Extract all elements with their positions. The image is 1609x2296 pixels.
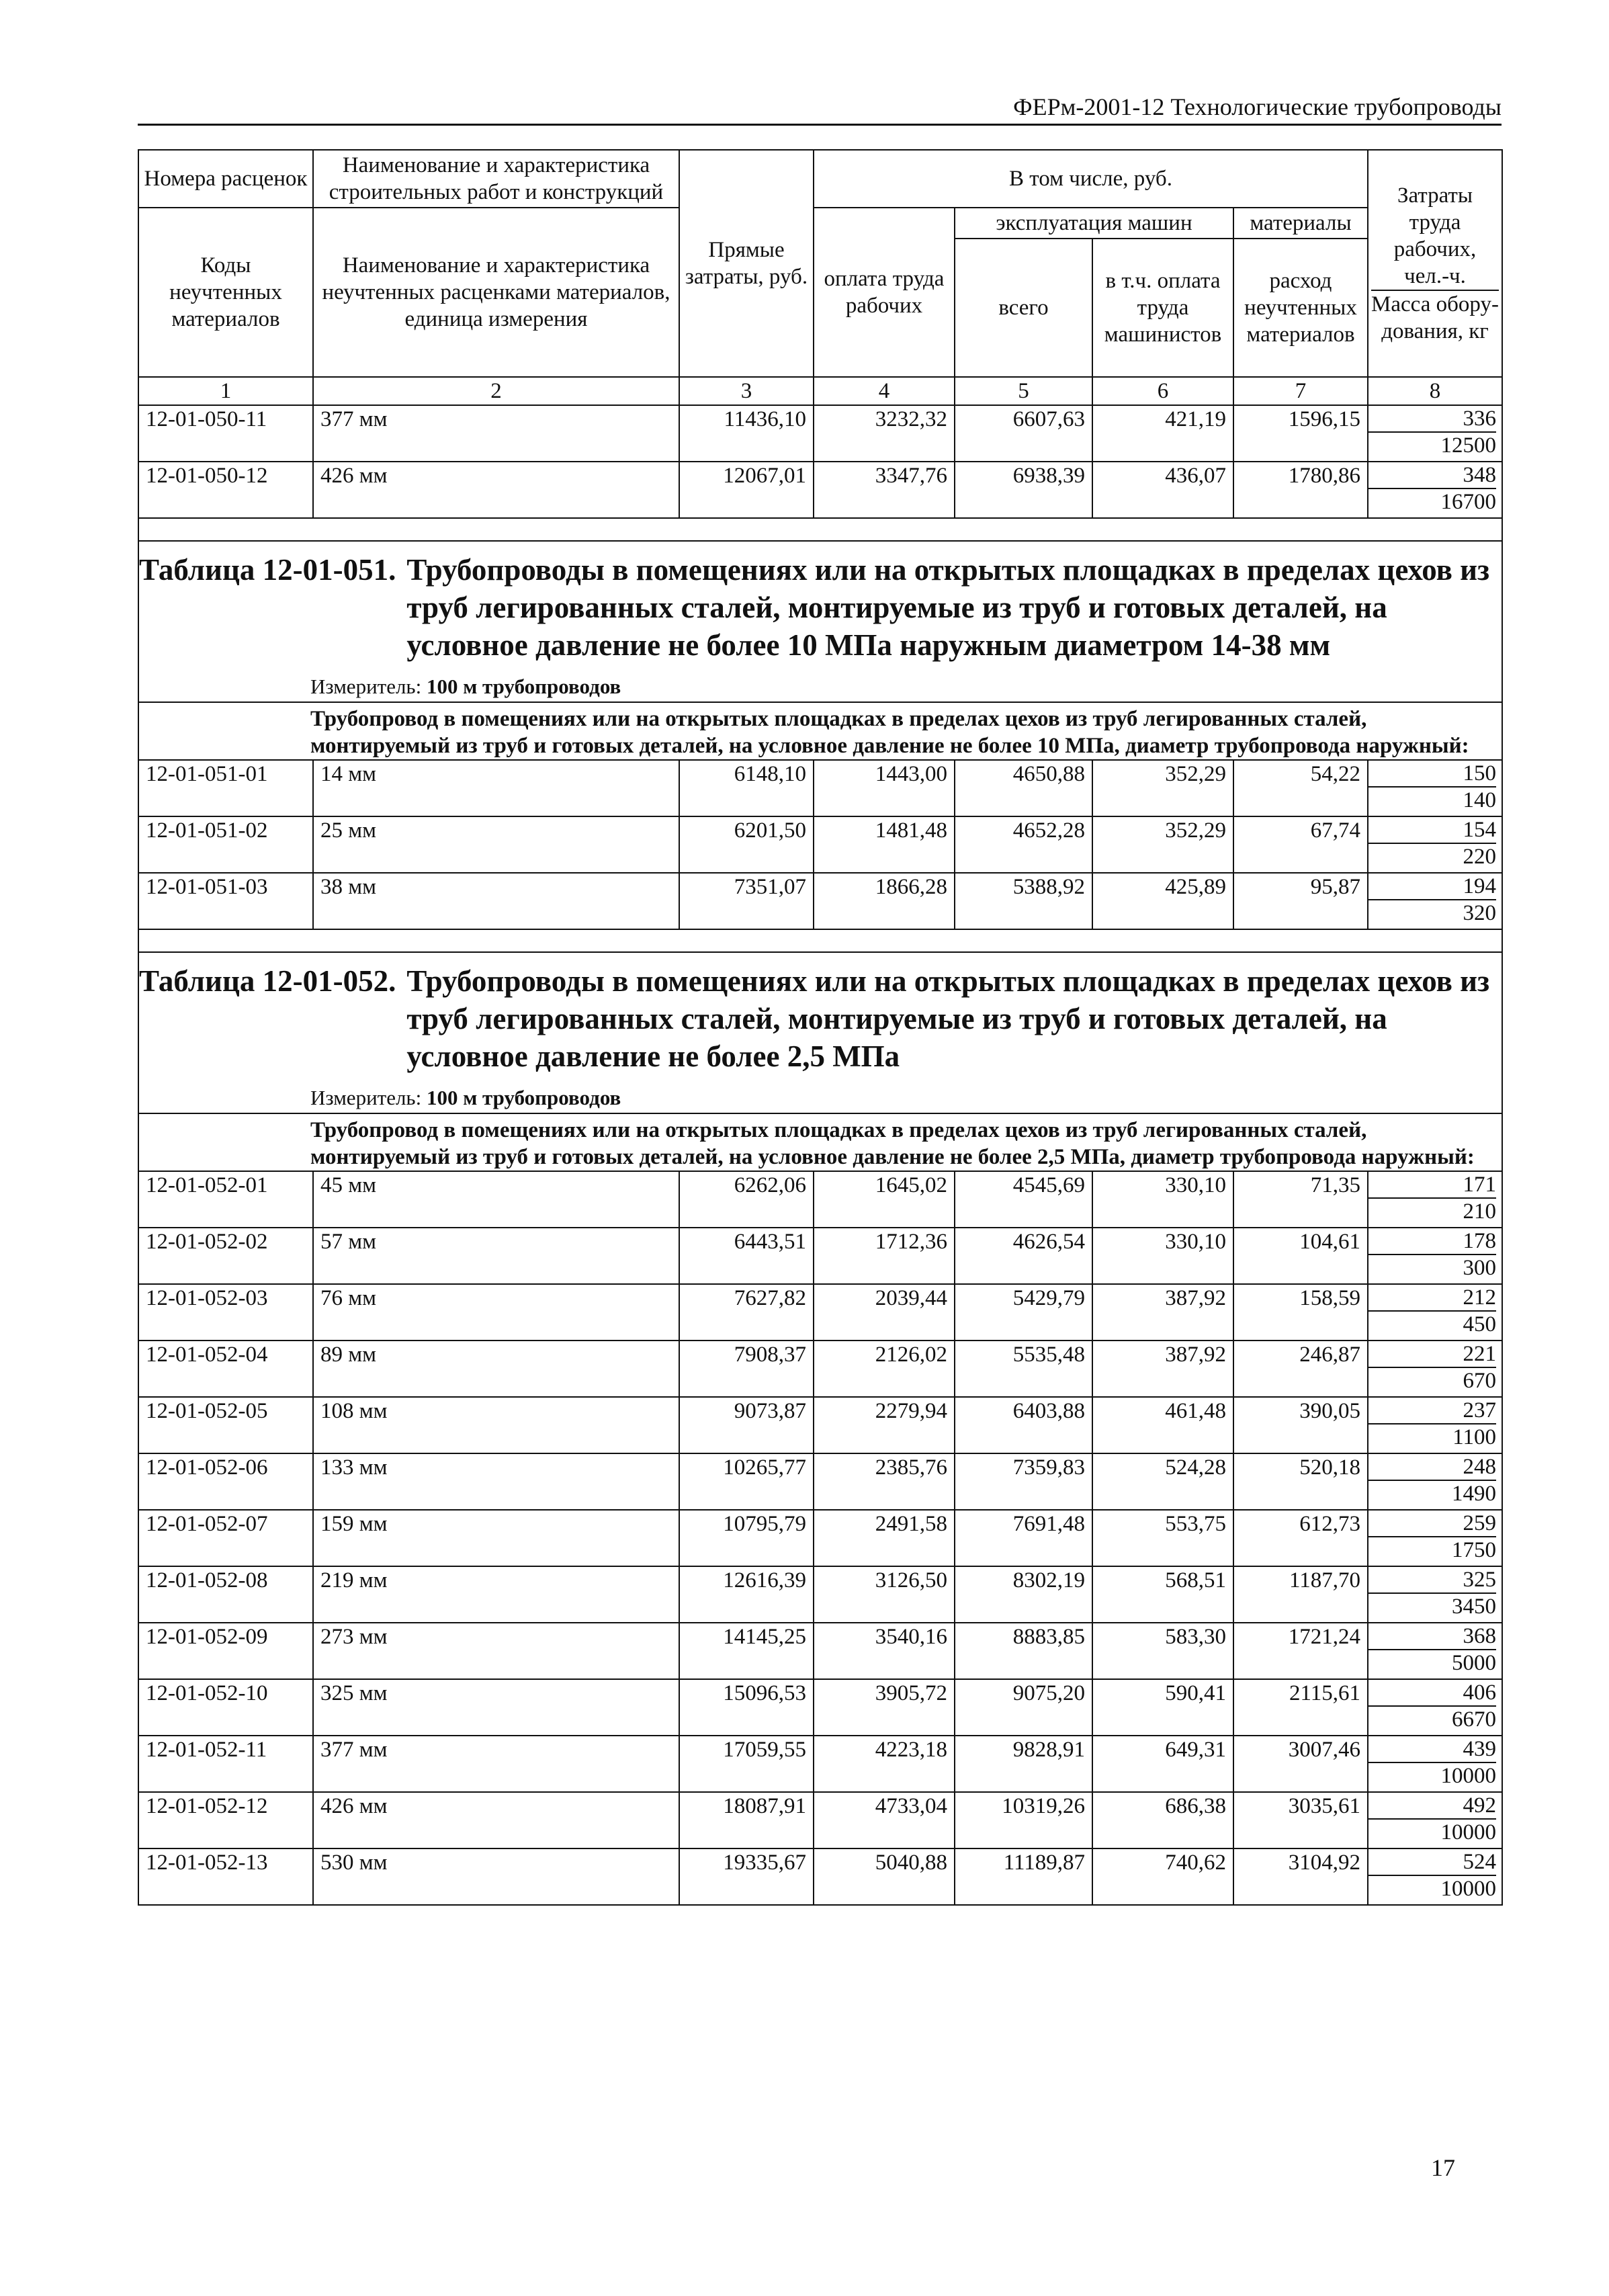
col-number: 7 bbox=[1233, 377, 1368, 405]
equipment-mass: 450 bbox=[1463, 1312, 1497, 1336]
materials-cost: 246,87 bbox=[1233, 1341, 1368, 1397]
labor-and-mass bbox=[1368, 462, 1502, 518]
pipe-diameter: 159 мм bbox=[313, 1510, 679, 1566]
col-number: 5 bbox=[955, 377, 1092, 405]
labor-and-mass bbox=[1368, 1171, 1502, 1228]
materials-cost: 3035,61 bbox=[1233, 1792, 1368, 1848]
table-row bbox=[138, 462, 1502, 518]
pipe-diameter: 57 мм bbox=[313, 1228, 679, 1284]
header-row-1 bbox=[138, 150, 1502, 208]
table-row bbox=[138, 1566, 1502, 1623]
col-machines: эксплуатация машин bbox=[955, 208, 1233, 239]
pipe-diameter: 133 мм bbox=[313, 1453, 679, 1510]
machines-total: 5388,92 bbox=[955, 873, 1092, 929]
table-row bbox=[138, 1679, 1502, 1736]
equipment-mass: 300 bbox=[1463, 1256, 1497, 1280]
spacer-row bbox=[138, 929, 1502, 952]
table-row bbox=[138, 1171, 1502, 1228]
table-number: Таблица 12-01-052. bbox=[139, 964, 396, 998]
materials-cost: 1187,70 bbox=[1233, 1566, 1368, 1623]
direct-costs: 11436,10 bbox=[679, 405, 814, 462]
col-work-name: Наименование и характеристика строительных работ и конструкций bbox=[313, 150, 679, 208]
machines-total: 10319,26 bbox=[955, 1792, 1092, 1848]
labor-costs: 221 bbox=[1368, 1341, 1496, 1368]
equipment-mass: 12500 bbox=[1440, 433, 1497, 458]
machines-total: 9828,91 bbox=[955, 1736, 1092, 1792]
machinist-pay: 330,10 bbox=[1092, 1171, 1233, 1228]
labor-and-mass bbox=[1368, 405, 1502, 462]
labor-and-mass bbox=[1368, 1341, 1502, 1397]
col-number: 1 bbox=[138, 377, 313, 405]
labor-pay: 1712,36 bbox=[814, 1228, 955, 1284]
materials-cost: 1721,24 bbox=[1233, 1623, 1368, 1679]
machines-total: 7691,48 bbox=[955, 1510, 1092, 1566]
rate-code: 12-01-050-11 bbox=[138, 405, 313, 462]
machinist-pay: 330,10 bbox=[1092, 1228, 1233, 1284]
pipe-diameter: 426 мм bbox=[313, 462, 679, 518]
direct-costs: 6262,06 bbox=[679, 1171, 814, 1228]
labor-costs: 492 bbox=[1368, 1793, 1496, 1820]
machines-total: 4652,28 bbox=[955, 816, 1092, 873]
machinist-pay: 686,38 bbox=[1092, 1792, 1233, 1848]
labor-and-mass bbox=[1368, 873, 1502, 929]
page-number: 17 bbox=[1431, 2154, 1455, 2181]
machinist-pay: 461,48 bbox=[1092, 1397, 1233, 1453]
machines-total: 8883,85 bbox=[955, 1623, 1092, 1679]
labor-pay: 4223,18 bbox=[814, 1736, 955, 1792]
labor-and-mass bbox=[1368, 1736, 1502, 1792]
direct-costs: 14145,25 bbox=[679, 1623, 814, 1679]
table-title bbox=[139, 953, 1502, 1078]
machinist-pay: 352,29 bbox=[1092, 816, 1233, 873]
labor-pay: 3540,16 bbox=[814, 1623, 955, 1679]
rate-code: 12-01-052-08 bbox=[138, 1566, 313, 1623]
labor-pay: 2126,02 bbox=[814, 1341, 955, 1397]
machinist-pay: 387,92 bbox=[1092, 1341, 1233, 1397]
table-title bbox=[139, 542, 1502, 667]
table-row bbox=[138, 1736, 1502, 1792]
machinist-pay: 352,29 bbox=[1092, 760, 1233, 816]
materials-cost: 2115,61 bbox=[1233, 1679, 1368, 1736]
table-row bbox=[138, 1341, 1502, 1397]
table-row bbox=[138, 1510, 1502, 1566]
machinist-pay: 583,30 bbox=[1092, 1623, 1233, 1679]
machines-total: 11189,87 bbox=[955, 1848, 1092, 1905]
labor-costs: 248 bbox=[1368, 1454, 1496, 1481]
labor-and-mass bbox=[1368, 816, 1502, 873]
description-row bbox=[138, 702, 1502, 760]
labor-costs: 259 bbox=[1368, 1511, 1496, 1537]
rate-code: 12-01-052-03 bbox=[138, 1284, 313, 1341]
table-row bbox=[138, 1848, 1502, 1905]
equipment-mass: 320 bbox=[1463, 901, 1497, 925]
machines-total: 4650,88 bbox=[955, 760, 1092, 816]
col-material-name: Наименование и характеристика неучтенных расценками материалов, единица измерения bbox=[313, 208, 679, 377]
labor-costs: 178 bbox=[1368, 1228, 1496, 1255]
equipment-mass: 6670 bbox=[1452, 1707, 1497, 1732]
table-row bbox=[138, 1623, 1502, 1679]
table-caption: Трубопроводы в помещениях или на открытых площадках в пределах цехов из труб легированных сталей, монтируемые из труб и готовых деталей, на условное давление не более 10 МПа наружным диаметром 14-38 мм bbox=[406, 553, 1490, 662]
rate-code: 12-01-052-02 bbox=[138, 1228, 313, 1284]
rates-table bbox=[138, 149, 1503, 1906]
col-direct-costs: Прямые затраты, руб. bbox=[679, 150, 814, 377]
labor-pay: 1443,00 bbox=[814, 760, 955, 816]
pipe-diameter: 38 мм bbox=[313, 873, 679, 929]
rate-code: 12-01-052-12 bbox=[138, 1792, 313, 1848]
measure-unit bbox=[139, 1078, 1502, 1113]
direct-costs: 7351,07 bbox=[679, 873, 814, 929]
col-number: 3 bbox=[679, 377, 814, 405]
materials-cost: 54,22 bbox=[1233, 760, 1368, 816]
measure-unit bbox=[139, 667, 1502, 701]
table-caption: Трубопроводы в помещениях или на открытых площадках в пределах цехов из труб легированных сталей, монтируемые из труб и готовых деталей, на условное давление не более 2,5 МПа bbox=[406, 964, 1490, 1073]
description-row bbox=[138, 1113, 1502, 1171]
materials-cost: 71,35 bbox=[1233, 1171, 1368, 1228]
pipe-diameter: 377 мм bbox=[313, 405, 679, 462]
pipe-diameter: 45 мм bbox=[313, 1171, 679, 1228]
measure-value: 100 м трубопроводов bbox=[426, 1086, 621, 1109]
pipe-diameter: 219 мм bbox=[313, 1566, 679, 1623]
col-codes: Коды неучтенных материалов bbox=[138, 208, 313, 377]
direct-costs: 9073,87 bbox=[679, 1397, 814, 1453]
pipe-diameter: 273 мм bbox=[313, 1623, 679, 1679]
col-materials: материалы bbox=[1233, 208, 1368, 239]
labor-and-mass bbox=[1368, 1284, 1502, 1341]
labor-costs: 524 bbox=[1368, 1849, 1496, 1876]
direct-costs: 19335,67 bbox=[679, 1848, 814, 1905]
table-row bbox=[138, 405, 1502, 462]
direct-costs: 17059,55 bbox=[679, 1736, 814, 1792]
equipment-mass: 16700 bbox=[1440, 490, 1497, 514]
pipe-diameter: 76 мм bbox=[313, 1284, 679, 1341]
section-description: Трубопровод в помещениях или на открытых площадках в пределах цехов из труб легированных сталей, монтируемый из труб и готовых деталей, на условное давление не более 10 МПа, диаметр трубопровода наружный: bbox=[138, 702, 1502, 760]
rate-code: 12-01-051-01 bbox=[138, 760, 313, 816]
labor-pay: 2039,44 bbox=[814, 1284, 955, 1341]
direct-costs: 18087,91 bbox=[679, 1792, 814, 1848]
machines-total: 9075,20 bbox=[955, 1679, 1092, 1736]
col-labor-pay: оплата труда рабочих bbox=[814, 208, 955, 377]
rate-code: 12-01-052-11 bbox=[138, 1736, 313, 1792]
labor-costs: 439 bbox=[1368, 1736, 1496, 1763]
labor-and-mass bbox=[1368, 760, 1502, 816]
direct-costs: 6201,50 bbox=[679, 816, 814, 873]
equipment-mass: 10000 bbox=[1440, 1764, 1497, 1788]
labor-and-mass bbox=[1368, 1397, 1502, 1453]
labor-costs: 154 bbox=[1368, 817, 1496, 844]
labor-pay: 2279,94 bbox=[814, 1397, 955, 1453]
materials-cost: 158,59 bbox=[1233, 1284, 1368, 1341]
pipe-diameter: 14 мм bbox=[313, 760, 679, 816]
table-row bbox=[138, 1284, 1502, 1341]
equipment-mass: 5000 bbox=[1452, 1651, 1497, 1675]
pipe-diameter: 530 мм bbox=[313, 1848, 679, 1905]
machines-total: 8302,19 bbox=[955, 1566, 1092, 1623]
machinist-pay: 649,31 bbox=[1092, 1736, 1233, 1792]
materials-cost: 104,61 bbox=[1233, 1228, 1368, 1284]
labor-pay: 1645,02 bbox=[814, 1171, 955, 1228]
rate-code: 12-01-052-10 bbox=[138, 1679, 313, 1736]
equipment-mass: 670 bbox=[1463, 1369, 1497, 1393]
labor-pay: 3126,50 bbox=[814, 1566, 955, 1623]
machinist-pay: 553,75 bbox=[1092, 1510, 1233, 1566]
labor-costs: 406 bbox=[1368, 1680, 1496, 1707]
rate-code: 12-01-051-03 bbox=[138, 873, 313, 929]
machinist-pay: 568,51 bbox=[1092, 1566, 1233, 1623]
table-row bbox=[138, 1453, 1502, 1510]
rate-code: 12-01-050-12 bbox=[138, 462, 313, 518]
spacer-row bbox=[138, 518, 1502, 541]
labor-costs: 325 bbox=[1368, 1567, 1496, 1594]
materials-cost: 612,73 bbox=[1233, 1510, 1368, 1566]
labor-costs: 348 bbox=[1368, 462, 1496, 489]
table-row bbox=[138, 1397, 1502, 1453]
col-materials-unaccounted: расход неучтенных материалов bbox=[1233, 239, 1368, 377]
running-header bbox=[138, 89, 1502, 126]
labor-and-mass bbox=[1368, 1228, 1502, 1284]
labor-costs: 194 bbox=[1368, 874, 1496, 900]
col-number: 6 bbox=[1092, 377, 1233, 405]
labor-costs: 150 bbox=[1368, 761, 1496, 788]
rate-code: 12-01-052-07 bbox=[138, 1510, 313, 1566]
direct-costs: 12067,01 bbox=[679, 462, 814, 518]
labor-pay: 3347,76 bbox=[814, 462, 955, 518]
measure-label: Измеритель: bbox=[310, 675, 422, 698]
materials-cost: 1596,15 bbox=[1233, 405, 1368, 462]
machinist-pay: 524,28 bbox=[1092, 1453, 1233, 1510]
equipment-mass: 1490 bbox=[1452, 1482, 1497, 1506]
machines-total: 6607,63 bbox=[955, 405, 1092, 462]
labor-pay: 3232,32 bbox=[814, 405, 955, 462]
direct-costs: 10265,77 bbox=[679, 1453, 814, 1510]
labor-and-mass bbox=[1368, 1848, 1502, 1905]
table-heading-row bbox=[138, 952, 1502, 1113]
labor-pay: 1866,28 bbox=[814, 873, 955, 929]
labor-and-mass bbox=[1368, 1623, 1502, 1679]
equipment-mass: 10000 bbox=[1440, 1877, 1497, 1901]
col-number: 4 bbox=[814, 377, 955, 405]
machinist-pay: 436,07 bbox=[1092, 462, 1233, 518]
direct-costs: 6443,51 bbox=[679, 1228, 814, 1284]
equipment-mass: 10000 bbox=[1440, 1820, 1497, 1844]
pipe-diameter: 89 мм bbox=[313, 1341, 679, 1397]
direct-costs: 6148,10 bbox=[679, 760, 814, 816]
equipment-mass: 1750 bbox=[1452, 1538, 1497, 1562]
direct-costs: 10795,79 bbox=[679, 1510, 814, 1566]
col-rate-numbers: Номера расценок bbox=[138, 150, 313, 208]
col-machinist-pay: в т.ч. оплата труда машинистов bbox=[1092, 239, 1233, 377]
pipe-diameter: 377 мм bbox=[313, 1736, 679, 1792]
col-labor-costs: Затраты труда рабочих, чел.-ч. bbox=[1371, 182, 1499, 291]
machinist-pay: 421,19 bbox=[1092, 405, 1233, 462]
materials-cost: 95,87 bbox=[1233, 873, 1368, 929]
machines-total: 5535,48 bbox=[955, 1341, 1092, 1397]
table-row bbox=[138, 816, 1502, 873]
machines-total: 5429,79 bbox=[955, 1284, 1092, 1341]
machinist-pay: 425,89 bbox=[1092, 873, 1233, 929]
labor-and-mass bbox=[1368, 1679, 1502, 1736]
measure-value: 100 м трубопроводов bbox=[426, 675, 621, 698]
labor-pay: 3905,72 bbox=[814, 1679, 955, 1736]
labor-pay: 2385,76 bbox=[814, 1453, 955, 1510]
rate-code: 12-01-052-06 bbox=[138, 1453, 313, 1510]
labor-pay: 1481,48 bbox=[814, 816, 955, 873]
col-number: 2 bbox=[313, 377, 679, 405]
machinist-pay: 740,62 bbox=[1092, 1848, 1233, 1905]
machines-total: 4545,69 bbox=[955, 1171, 1092, 1228]
labor-and-mass bbox=[1368, 1453, 1502, 1510]
pipe-diameter: 426 мм bbox=[313, 1792, 679, 1848]
table-heading-row bbox=[138, 541, 1502, 702]
section-description: Трубопровод в помещениях или на открытых площадках в пределах цехов из труб легированных сталей, монтируемый из труб и готовых деталей, на условное давление не более 2,5 МПа, диаметр трубопровода наружный: bbox=[138, 1113, 1502, 1171]
direct-costs: 7908,37 bbox=[679, 1341, 814, 1397]
equipment-mass: 220 bbox=[1463, 845, 1497, 869]
rate-code: 12-01-052-04 bbox=[138, 1341, 313, 1397]
direct-costs: 12616,39 bbox=[679, 1566, 814, 1623]
table-row bbox=[138, 1792, 1502, 1848]
materials-cost: 1780,86 bbox=[1233, 462, 1368, 518]
column-numbers-row bbox=[138, 377, 1502, 405]
rate-code: 12-01-052-05 bbox=[138, 1397, 313, 1453]
rate-code: 12-01-052-09 bbox=[138, 1623, 313, 1679]
header-row-2 bbox=[138, 208, 1502, 239]
equipment-mass: 3450 bbox=[1452, 1595, 1497, 1619]
machines-total: 4626,54 bbox=[955, 1228, 1092, 1284]
equipment-mass: 140 bbox=[1463, 788, 1497, 812]
labor-costs: 336 bbox=[1368, 406, 1496, 433]
col-equip-mass: Масса обору-дования, кг bbox=[1371, 292, 1499, 343]
labor-and-mass bbox=[1368, 1510, 1502, 1566]
materials-cost: 3104,92 bbox=[1233, 1848, 1368, 1905]
table-number: Таблица 12-01-051. bbox=[139, 553, 396, 587]
materials-cost: 520,18 bbox=[1233, 1453, 1368, 1510]
col-machines-total: всего bbox=[955, 239, 1092, 377]
labor-pay: 4733,04 bbox=[814, 1792, 955, 1848]
machines-total: 7359,83 bbox=[955, 1453, 1092, 1510]
col-incl: В том числе, руб. bbox=[814, 150, 1368, 208]
labor-costs: 237 bbox=[1368, 1398, 1496, 1425]
machinist-pay: 590,41 bbox=[1092, 1679, 1233, 1736]
labor-costs: 171 bbox=[1368, 1172, 1496, 1199]
rate-code: 12-01-052-13 bbox=[138, 1848, 313, 1905]
table-row bbox=[138, 873, 1502, 929]
equipment-mass: 1100 bbox=[1452, 1425, 1497, 1449]
table-row bbox=[138, 760, 1502, 816]
materials-cost: 390,05 bbox=[1233, 1397, 1368, 1453]
rate-code: 12-01-052-01 bbox=[138, 1171, 313, 1228]
table-row bbox=[138, 1228, 1502, 1284]
labor-pay: 2491,58 bbox=[814, 1510, 955, 1566]
equipment-mass: 210 bbox=[1463, 1199, 1497, 1224]
labor-costs: 212 bbox=[1368, 1285, 1496, 1312]
rate-code: 12-01-051-02 bbox=[138, 816, 313, 873]
labor-and-mass bbox=[1368, 1566, 1502, 1623]
labor-pay: 5040,88 bbox=[814, 1848, 955, 1905]
materials-cost: 3007,46 bbox=[1233, 1736, 1368, 1792]
col-labor-and-mass bbox=[1368, 150, 1502, 377]
pipe-diameter: 108 мм bbox=[313, 1397, 679, 1453]
materials-cost: 67,74 bbox=[1233, 816, 1368, 873]
labor-and-mass bbox=[1368, 1792, 1502, 1848]
direct-costs: 7627,82 bbox=[679, 1284, 814, 1341]
measure-label: Измеритель: bbox=[310, 1086, 422, 1109]
machinist-pay: 387,92 bbox=[1092, 1284, 1233, 1341]
direct-costs: 15096,53 bbox=[679, 1679, 814, 1736]
pipe-diameter: 325 мм bbox=[313, 1679, 679, 1736]
machines-total: 6403,88 bbox=[955, 1397, 1092, 1453]
pipe-diameter: 25 мм bbox=[313, 816, 679, 873]
labor-costs: 368 bbox=[1368, 1623, 1496, 1650]
machines-total: 6938,39 bbox=[955, 462, 1092, 518]
col-number: 8 bbox=[1368, 377, 1502, 405]
document-title: ФЕРм-2001-12 Технологические трубопроводы bbox=[1013, 93, 1502, 120]
